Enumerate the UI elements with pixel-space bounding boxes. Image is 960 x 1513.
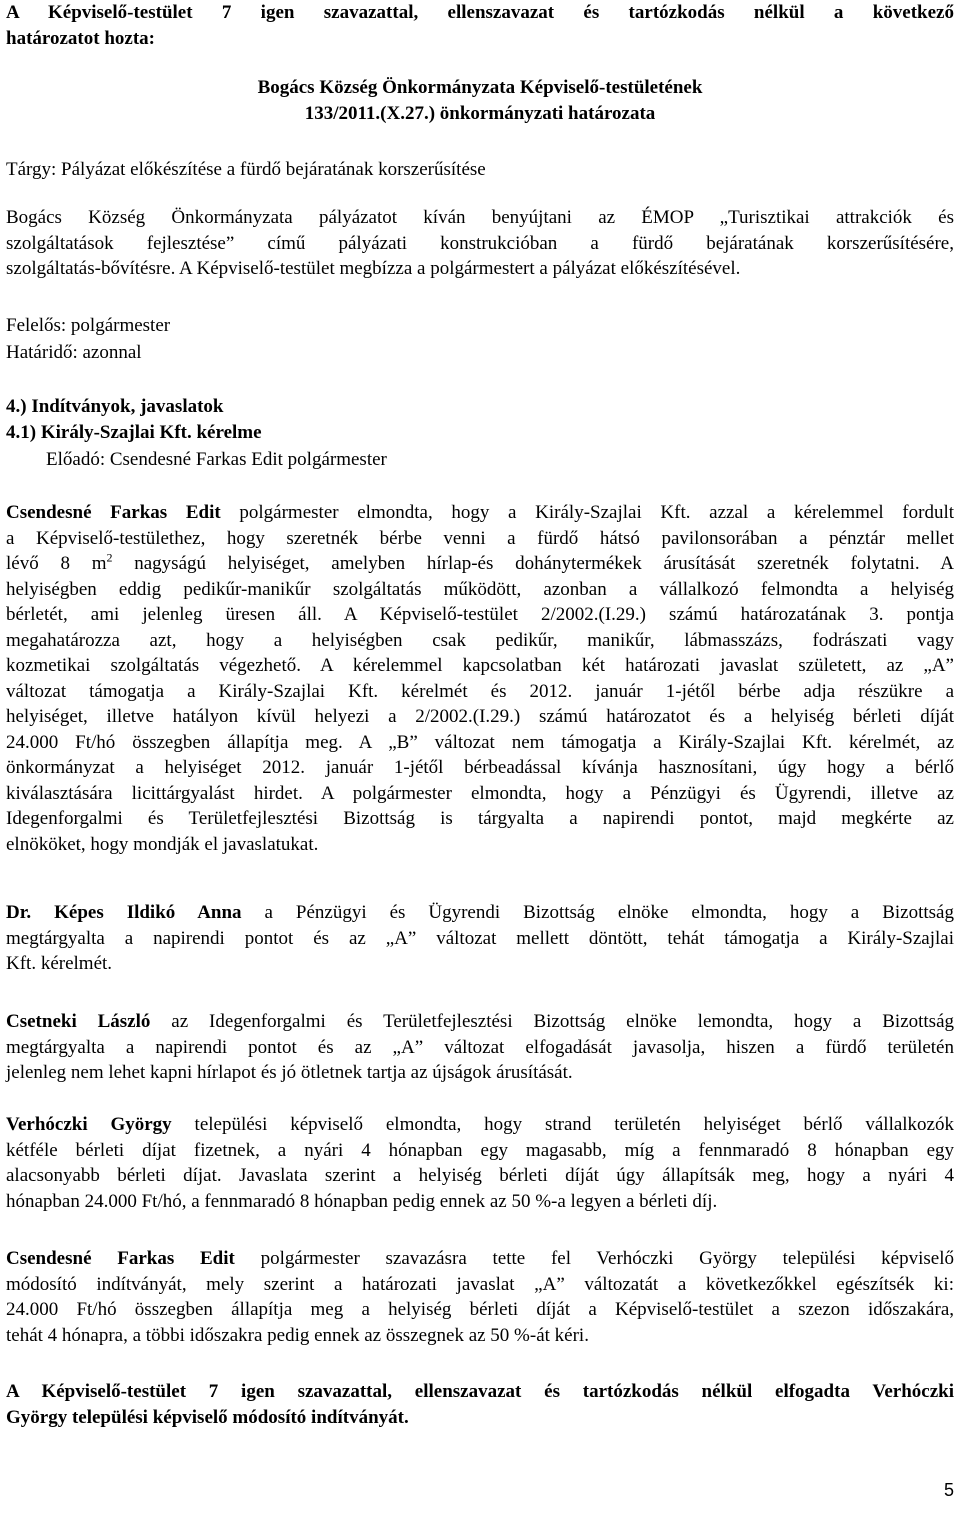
- body-line: helyiséget, illetve hatályon kívül helyezi a 2/2002.(I.29.) számú határozatot és a helyiség bérleti díját: [6, 706, 954, 727]
- closing-paragraph: [6, 1379, 954, 1430]
- body-line: kétféle bérleti díjat fizetnek, a nyári 4 hónapban egy magasabb, míg a fennmaradó 8 hónapban egy: [6, 1139, 954, 1161]
- body-line: megahatározza azt, hogy a helyiségben csak pedikűr, manikűr, lábmasszázs, fodrászati vagy: [6, 629, 954, 651]
- speaker-name: Csendesné Farkas Edit: [6, 1248, 235, 1269]
- resolution-number: 133/2011.(X.27.) önkormányzati határozata: [304, 102, 656, 124]
- page-number: 5: [943, 1480, 954, 1500]
- speaker-name: Csetneki László: [6, 1011, 151, 1032]
- body-line: Idegenforgalmi és Területfejlesztési Bizottság is tárgyalta a napirendi pontot, majd megkérte az: [6, 808, 954, 829]
- intro-line: A Képviselő-testület 7 igen szavazattal, ellenszavazat és tartózkodás nélkül a következő: [6, 2, 954, 23]
- body-line: helyiségben eddig pedikűr-manikűr szolgáltatás működött, azonban a vállalkozó felmondta a helyiség: [6, 578, 954, 600]
- closing-line: György települési képviselő módosító indítványát.: [6, 1406, 409, 1428]
- body-line: önkormányzat a helyiséget 2012. január 1-jétől bérbeadással kívánja hasznosítani, úgy hogy a bérlő: [6, 757, 954, 778]
- presenter-line: Előadó: Csendesné Farkas Edit polgármester: [46, 449, 387, 470]
- body-line: szolgáltatás-bővítésre. A Képviselő-testület megbízza a polgármestert a pályázat előkészítésével.: [6, 258, 741, 279]
- resolution-header-line: Bogács Község Önkormányzata Képviselő-testületének: [257, 77, 703, 98]
- resolution-subject: Tárgy: Pályázat előkészítése a fürdő bejáratának korszerűsítése: [6, 159, 486, 180]
- paragraph-vote-motion: [6, 1246, 954, 1348]
- body-line: alacsonyabb bérleti díjat. Javaslata szerint a helyiség bérleti díját úgy állapítsák meg, hogy a nyári 4: [6, 1165, 954, 1186]
- body-line: megtárgyalta a napirendi pontot és az „A” változat elfogadását javasolja, hiszen a fürdő területén: [6, 1036, 954, 1058]
- paragraph-tourism-committee: [6, 1009, 954, 1086]
- body-line: szolgáltatások fejlesztése” című pályázati konstrukcióban a fürdő bejáratának korszerűsítésére,: [6, 232, 954, 254]
- paragraph-representative: [6, 1112, 954, 1214]
- speaker-name: Dr. Képes Ildikó Anna: [6, 902, 242, 923]
- body-line: tehát 4 hónapra, a többi időszakra pedig ennek az összegnek az 50 %-át kéri.: [6, 1324, 589, 1346]
- body-line: módosító indítványát, mely szerint a határozati javaslat „A” változatát a következőkkel egészítsék ki:: [6, 1273, 954, 1295]
- body-line: Bogács Község Önkormányzata pályázatot kíván benyújtani az ÉMOP „Turisztikai attrakciók és: [6, 207, 954, 228]
- body-line: bérletét, ami jelenleg üresen áll. A Képviselő-testület 2/2002.(I.29.) számú határozatának 3. pontja: [6, 604, 954, 625]
- body-line: 24.000 Ft/hó összegben állapítja meg a helyiség bérleti díját a Képviselő-testület a szezon időszakára,: [6, 1299, 954, 1320]
- superscript: 2: [106, 550, 113, 565]
- body-line: jelenleg nem lehet kapni hírlapot és jó ötletnek tartja az újságok árusítását.: [6, 1062, 573, 1083]
- paragraph-finance-committee: [6, 900, 954, 977]
- text-run: polgármester szavazásra tette fel Verhóczki György települési képviselő: [234, 1248, 954, 1269]
- body-line: változat támogatja a Király-Szajlai Kft. kérelmét és 2012. január 1-jétől bérbe adja részükre a: [6, 680, 954, 702]
- body-line: elnököket, hogy mondják el javaslatukat.: [6, 833, 319, 855]
- intro-paragraph: [6, 0, 954, 51]
- body-line: a Képviselő-testülethez, hogy szeretnék bérbe venni a fürdő hátsó pavilonsorában a pénztár mellet: [6, 527, 954, 549]
- resolution-body: [6, 205, 954, 282]
- text-run: nagyságú helyiséget, amelyben hírlap-és dohánytermékek árusítását szeretnék folytatni. A: [112, 553, 954, 574]
- speaker-name: Verhóczki György: [6, 1114, 172, 1135]
- body-line: Kft. kérelmét.: [6, 953, 113, 974]
- body-line: kiválasztására licittárgyalást hirdet. A polgármester elmondta, hogy a Pénzügyi és Ügyrendi, illetve az: [6, 782, 954, 804]
- text-run: a Pénzügyi és Ügyrendi Bizottság elnöke elmondta, hogy a Bizottság: [241, 902, 954, 923]
- responsible-line: Felelős: polgármester: [6, 315, 171, 336]
- paragraph-mayor: [6, 500, 954, 857]
- item-title: 4.1) Király-Szajlai Kft. kérelme: [6, 422, 262, 443]
- body-line: kozmetikai szolgáltatás végezhető. A kérelemmel kapcsolatban két határozati javaslat született, az „A”: [6, 655, 954, 676]
- body-line: megtárgyalta a napirendi pontot és az „A” változat mellett döntött, tehát támogatja a Király-Szajlai: [6, 927, 954, 949]
- body-line: hónapban 24.000 Ft/hó, a fennmaradó 8 hónapban pedig ennek az 50 %-a legyen a bérleti díj.: [6, 1190, 718, 1212]
- section-title: 4.) Indítványok, javaslatok: [6, 396, 224, 417]
- text-run: az Idegenforgalmi és Területfejlesztési Bizottság elnöke lemondta, hogy a Bizottság: [150, 1011, 955, 1032]
- deadline-line: Határidő: azonnal: [6, 342, 142, 363]
- text-run: lévő 8 m: [6, 553, 107, 574]
- intro-line: határozatot hozta:: [6, 27, 155, 49]
- speaker-name: Csendesné Farkas Edit: [6, 502, 221, 523]
- closing-line: A Képviselő-testület 7 igen szavazattal, ellenszavazat és tartózkodás nélkül elfogadta Verhóczki: [6, 1381, 954, 1402]
- body-line: 24.000 Ft/hó összegben állapítja meg. A „B” változat nem támogatja a Király-Szajlai Kft. kérelmét, az: [6, 731, 954, 753]
- text-run: polgármester elmondta, hogy a Király-Szajlai Kft. azzal a kérelemmel fordult: [220, 502, 955, 523]
- text-run: települési képviselő elmondta, hogy strand területén helyiséget bérlő vállalkozók: [171, 1114, 954, 1135]
- resolution-header: [0, 75, 960, 126]
